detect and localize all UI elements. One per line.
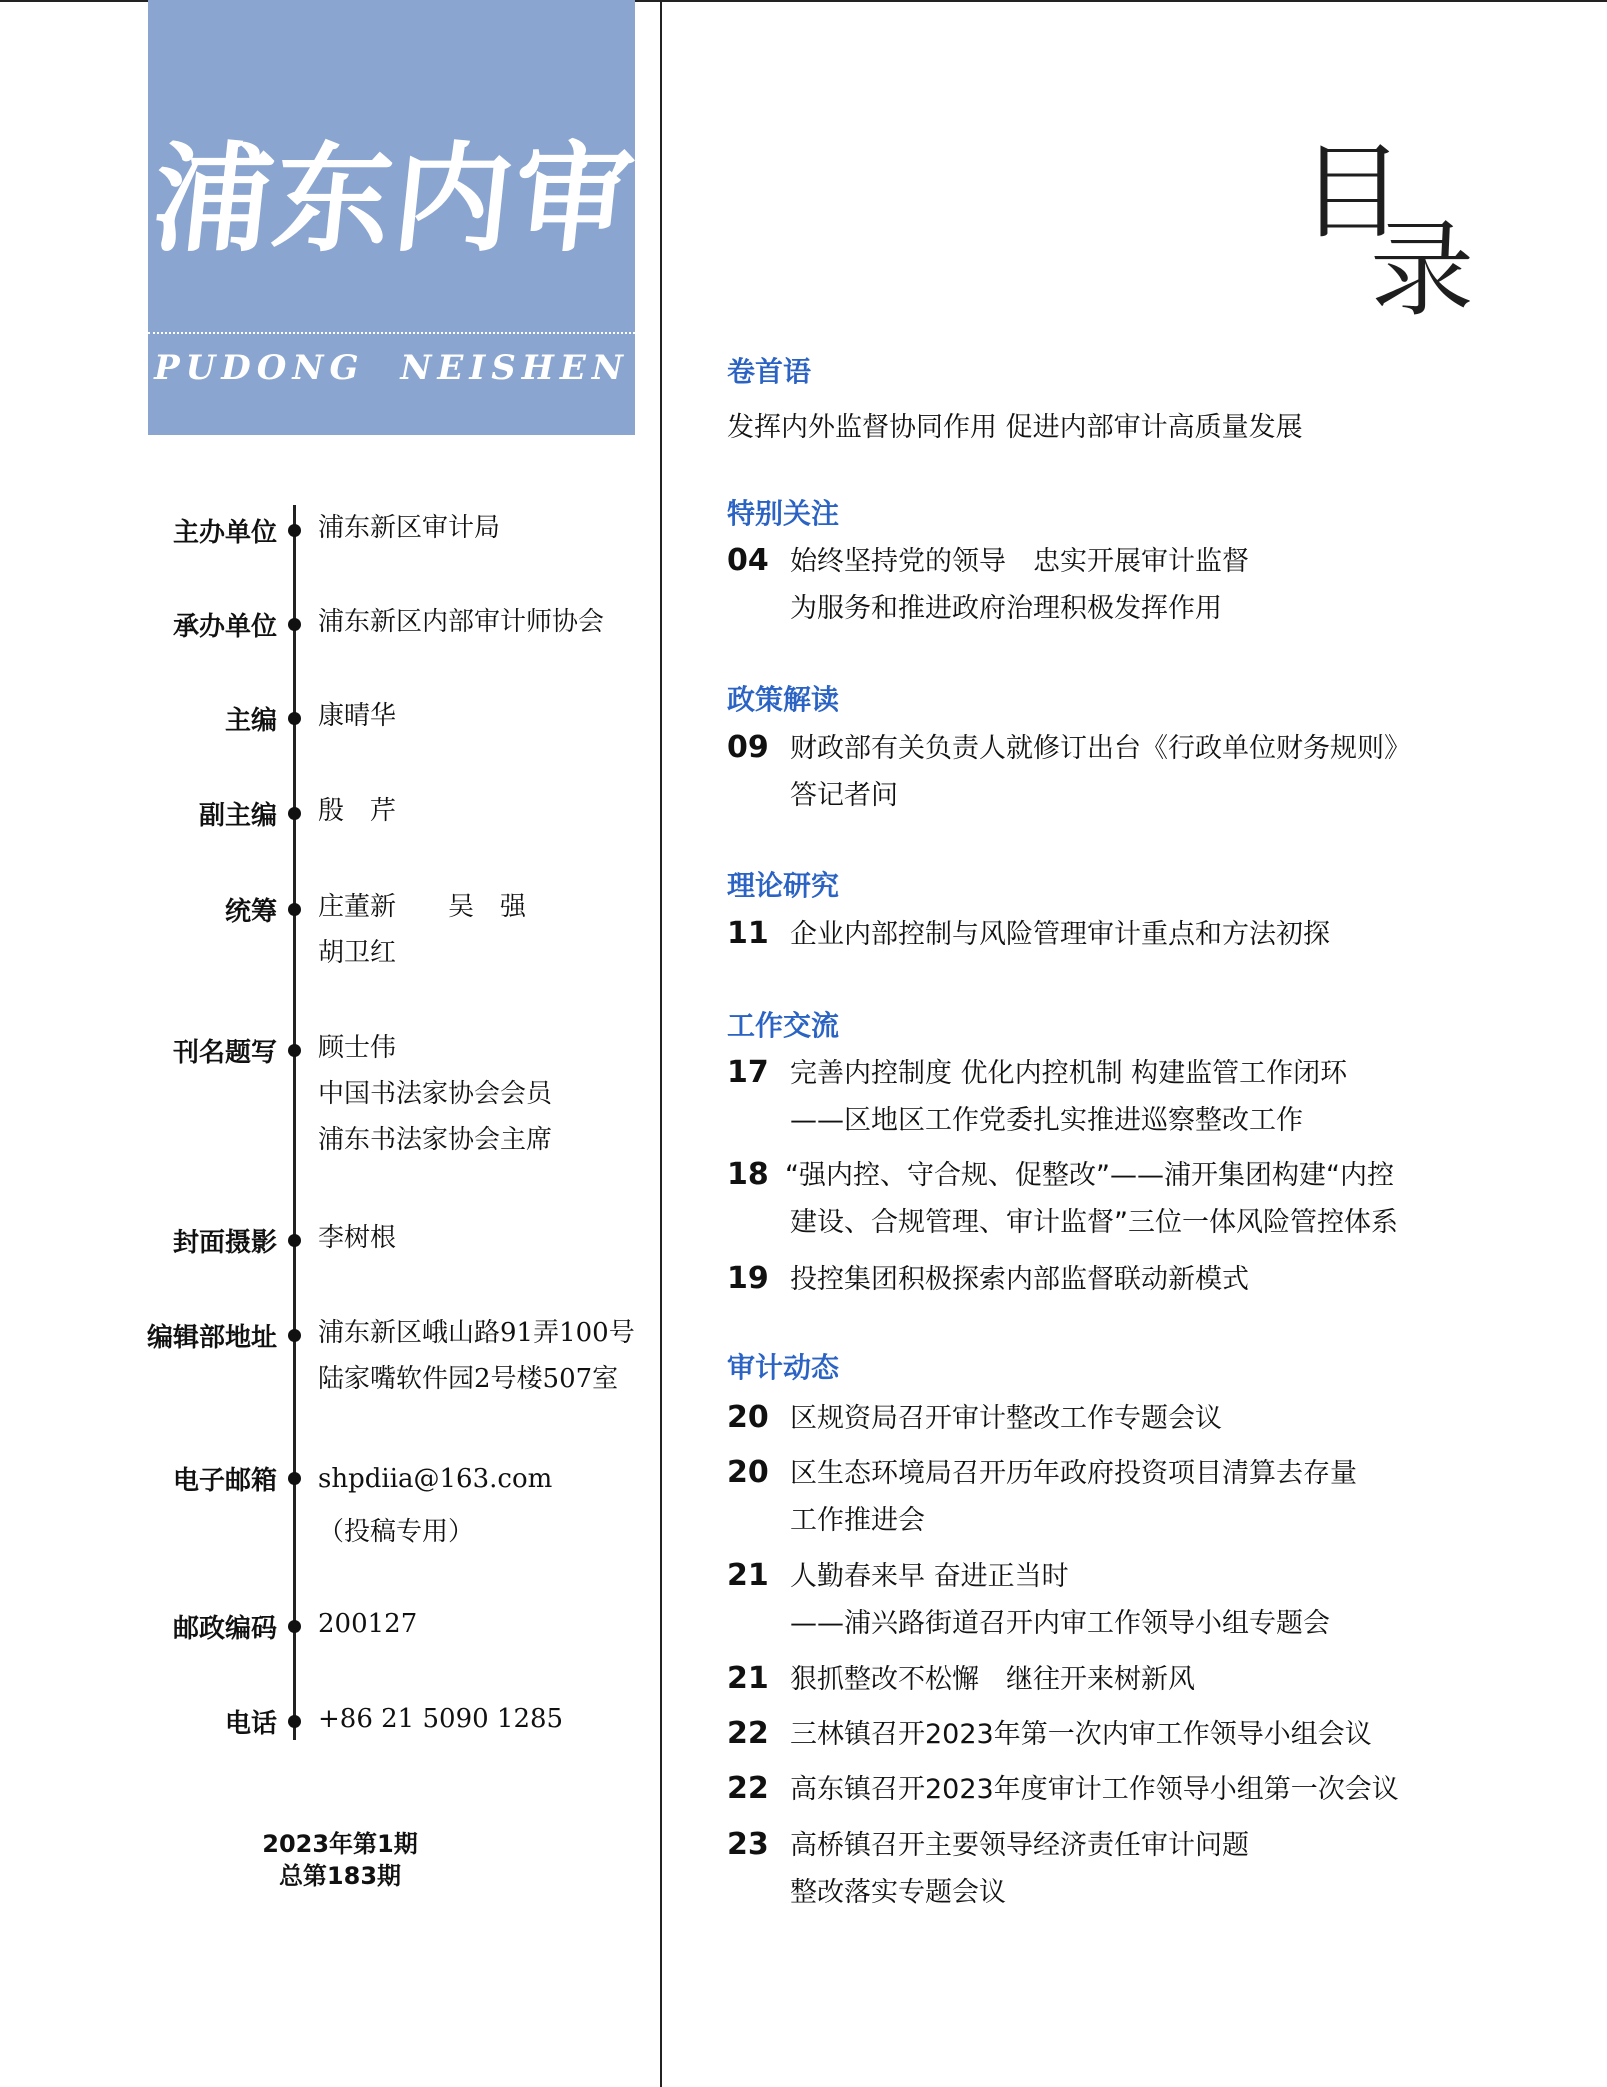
bullet-dot [288, 1234, 301, 1247]
toc-title: 高桥镇召开主要领导经济责任审计问题 整改落实专题会议 [790, 1830, 1249, 1908]
info-value: 李树根 [318, 1223, 397, 1253]
toc-title: 企业内部控制与风险管理审计重点和方法初探 [790, 919, 1330, 950]
masthead [146, 0, 642, 435]
toc-page-number: 11 [727, 916, 769, 951]
info-label: 电子邮箱 [172, 1466, 277, 1496]
info-label: 封面摄影 [172, 1228, 277, 1258]
info-value: 浦东新区审计局 [318, 513, 501, 543]
toc-title: 高东镇召开2023年度审计工作领导小组第一次会议 [790, 1774, 1399, 1805]
info-label: 电话 [224, 1709, 277, 1739]
toc-title: 区生态环境局召开历年政府投资项目清算去存量 工作推进会 [790, 1458, 1357, 1536]
bullet-dot [288, 524, 301, 537]
bullet-dot [288, 903, 301, 916]
toc-page-number: 18 [727, 1157, 769, 1192]
toc-page-number: 20 [727, 1400, 769, 1435]
bullet-dot [288, 1044, 301, 1057]
toc-title: 完善内控制度 优化内控机制 构建监管工作闭环 ——区地区工作党委扎实推进巡察整改工作 [790, 1058, 1348, 1136]
info-value: 庄董新 吴 强 胡卫红 [318, 892, 527, 968]
toc-page-number: 21 [727, 1661, 769, 1696]
toc-page-number: 22 [727, 1716, 769, 1751]
info-label: 承办单位 [172, 612, 277, 642]
journal-latin-name: PUDONG NEISHEN [154, 348, 629, 388]
toc-page-number: 04 [727, 543, 769, 578]
toc-title: 投控集团积极探索内部监督联动新模式 [790, 1264, 1249, 1295]
toc-title: 财政部有关负责人就修订出台《行政单位财务规则》 答记者问 [790, 733, 1411, 811]
toc-title: 区规资局召开审计整改工作专题会议 [790, 1403, 1222, 1434]
toc-page-number: 09 [727, 730, 769, 765]
bullet-dot [288, 1472, 301, 1485]
info-vertical-line [293, 505, 296, 1740]
bullet-dot [288, 618, 301, 631]
toc-heading-special-focus: 特别关注 [727, 497, 840, 530]
top-rule-left [0, 0, 148, 2]
bullet-dot [288, 1329, 301, 1342]
info-label: 邮政编码 [172, 1614, 277, 1644]
toc-preface-link[interactable]: 发挥内外监督协同作用 促进内部审计高质量发展 [727, 412, 1303, 443]
toc-page-number: 17 [727, 1055, 769, 1090]
toc-heading-exchange: 工作交流 [727, 1009, 840, 1042]
toc-title: “强内控、守合规、促整改”——浦开集团构建“内控 建设、合规管理、审计监督”三位一体风险管控体系 [785, 1160, 1398, 1238]
page-divider [660, 0, 662, 2087]
toc-page-number: 21 [727, 1558, 769, 1593]
toc-heading-preface: 卷首语 [727, 355, 812, 388]
journal-title: 浦东内审 [146, 129, 642, 268]
info-value: 200127 [318, 1609, 418, 1639]
toc-heading-audit-news: 审计动态 [727, 1351, 840, 1384]
email-link[interactable]: shpdiia@163.com [318, 1464, 553, 1494]
toc-title: 始终坚持党的领导 忠实开展审计监督 为服务和推进政府治理积极发挥作用 [790, 546, 1249, 624]
toc-title: 狠抓整改不松懈 继往开来树新风 [790, 1664, 1195, 1695]
info-value: 浦东新区内部审计师协会 [318, 607, 605, 637]
info-value: 殷 芹 [318, 796, 397, 826]
info-value: 浦东新区峨山路91弄100号 陆家嘴软件园2号楼507室 [318, 1318, 635, 1394]
bullet-dot [288, 807, 301, 820]
info-value: +86 21 5090 1285 [318, 1704, 564, 1734]
bullet-dot [288, 712, 301, 725]
info-label: 统筹 [224, 897, 277, 927]
toc-title: 三林镇召开2023年第一次内审工作领导小组会议 [790, 1719, 1372, 1750]
issue-number: 2023年第1期 总第183期 [262, 1830, 418, 1890]
info-label: 主办单位 [172, 518, 277, 548]
bullet-dot [288, 1620, 301, 1633]
contents-title-char2: 录 [1370, 209, 1475, 331]
toc-heading-policy: 政策解读 [727, 683, 840, 716]
info-label: 副主编 [198, 801, 277, 831]
info-value: 顾士伟 中国书法家协会会员 浦东书法家协会主席 [318, 1033, 553, 1155]
top-rule-right [635, 0, 1607, 2]
toc-page-number: 19 [727, 1261, 769, 1296]
toc-heading-theory: 理论研究 [727, 869, 840, 902]
bullet-dot [288, 1715, 301, 1728]
info-value: shpdiia@163.com （投稿专用） [318, 1453, 552, 1559]
info-label: 编辑部地址 [146, 1323, 277, 1353]
toc-page-number: 22 [727, 1771, 769, 1806]
contents-title-char1: 目 [1300, 131, 1405, 253]
toc-title: 人勤春来早 奋进正当时 ——浦兴路街道召开内审工作领导小组专题会 [790, 1561, 1330, 1639]
info-label: 刊名题写 [172, 1038, 277, 1068]
info-label: 主编 [224, 706, 277, 736]
dotted-rule [148, 332, 635, 334]
info-value: 康晴华 [318, 701, 397, 731]
toc-page-number: 23 [727, 1827, 769, 1862]
toc-page-number: 20 [727, 1455, 769, 1490]
